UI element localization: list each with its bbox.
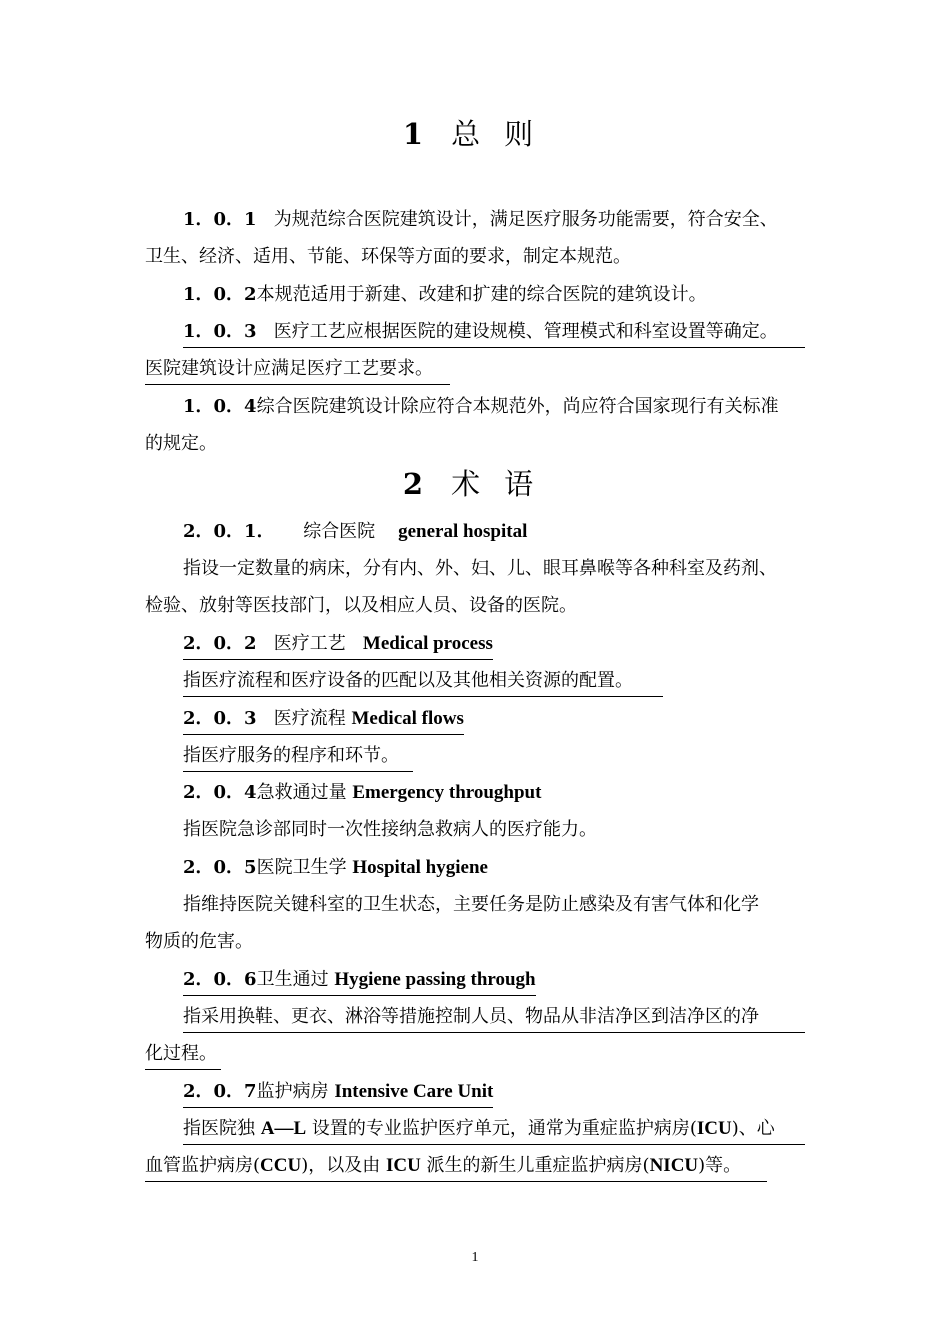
term-en: Emergency throughput [352, 782, 542, 803]
term-201-heading [183, 520, 527, 544]
term-cn: 监护病房 [256, 1081, 329, 1102]
def-abbr: NICU [649, 1155, 699, 1176]
term-cn: 医疗工艺 [273, 633, 346, 654]
clause-text: 为规范综合医院建筑设计，满足医疗服务功能需要，符合安全、 [273, 209, 778, 230]
clause-101-line2: 卫生、经济、适用、节能、环保等方面的要求，制定本规范。 [145, 246, 631, 267]
def-abbr: ICU [696, 1118, 732, 1139]
term-code: 2．0．7 [183, 1081, 257, 1102]
term-code: 2．0．6 [183, 969, 257, 990]
def-text: 指医院独 [183, 1118, 255, 1139]
term-cn: 医疗流程 [273, 708, 346, 729]
clause-code: 1．0．4 [183, 396, 257, 417]
term-202-heading [183, 632, 493, 660]
term-207-heading [183, 1080, 493, 1108]
term-code: 2．0．4 [183, 782, 257, 803]
def-text: 派生的新生儿重症监护病房( [426, 1155, 650, 1176]
term-code: 2．0．5 [183, 857, 257, 878]
term-204-heading [183, 781, 541, 805]
clause-104-line2: 的规定。 [145, 433, 217, 454]
term-cn: 卫生通过 [256, 969, 329, 990]
term-206-def2: 化过程。 [145, 1042, 221, 1070]
term-205-heading [183, 856, 488, 880]
term-en: Hospital hygiene [352, 857, 488, 878]
term-en: Medical flows [351, 708, 464, 729]
term-cn: 医院卫生学 [256, 857, 347, 878]
def-text: )等。 [698, 1155, 742, 1176]
clause-104-line1 [183, 395, 779, 419]
chapter-number: 2 [402, 467, 428, 501]
term-203-heading [183, 707, 464, 735]
term-code: 2．0．1． [183, 521, 275, 542]
term-205-def1: 指维持医院关键科室的卫生状态，主要任务是防止感染及有害气体和化学 [183, 894, 759, 915]
chapter-title-char: 语 [504, 467, 538, 501]
def-text-bold: A—L [260, 1118, 307, 1139]
clause-103-line2: 医院建筑设计应满足医疗工艺要求。 [145, 357, 450, 385]
chapter-title-char: 则 [504, 117, 538, 151]
term-cn: 综合医院 [303, 521, 376, 542]
clause-text: 本规范适用于新建、改建和扩建的综合医院的建筑设计。 [256, 284, 707, 305]
term-202-def1: 指医疗流程和医疗设备的匹配以及其他相关资源的配置。 [183, 669, 663, 697]
term-207-def2 [145, 1154, 767, 1182]
clause-text: 医疗工艺应根据医院的建设规模、管理模式和科室设置等确定。 [273, 321, 778, 342]
chapter-title-char: 总 [451, 117, 485, 151]
chapter-2-heading [0, 462, 950, 503]
term-203-def1: 指医疗服务的程序和环节。 [183, 744, 413, 772]
chapter-title-char: 术 [451, 467, 485, 501]
term-en: Intensive Care Unit [334, 1081, 494, 1102]
term-code: 2．0．2 [183, 633, 257, 654]
page-number: 1 [471, 1250, 479, 1265]
term-201-def1: 指设一定数量的病床，分有内、外、妇、儿、眼耳鼻喉等各种科室及药剂、 [183, 558, 777, 579]
term-206-def1: 指采用换鞋、更衣、淋浴等措施控制人员、物品从非洁净区到洁净区的净 [183, 1005, 805, 1033]
def-abbr: ICU [385, 1155, 421, 1176]
term-207-def1 [183, 1117, 805, 1145]
term-205-def2: 物质的危害。 [145, 931, 253, 952]
def-text: 设置的专业监护医疗单元，通常为重症监护病房( [311, 1118, 697, 1139]
def-text: )、心 [731, 1118, 775, 1139]
term-en: general hospital [398, 521, 528, 542]
clause-102 [183, 283, 707, 307]
def-text: 血管监护病房( [145, 1155, 261, 1176]
chapter-number: 1 [402, 117, 428, 151]
term-en: Hygiene passing through [334, 969, 536, 990]
term-201-def2: 检验、放射等医技部门，以及相应人员、设备的医院。 [145, 595, 577, 616]
def-abbr: CCU [260, 1155, 302, 1176]
def-text: )，以及由 [301, 1155, 381, 1176]
clause-103-line1 [183, 320, 805, 348]
clause-code: 1．0．1 [183, 209, 257, 230]
term-204-def1: 指医院急诊部同时一次性接纳急救病人的医疗能力。 [183, 819, 597, 840]
clause-code: 1．0．3 [183, 321, 257, 342]
clause-text: 综合医院建筑设计除应符合本规范外，尚应符合国家现行有关标准 [256, 396, 779, 417]
term-206-heading [183, 968, 536, 996]
clause-code: 1．0．2 [183, 284, 257, 305]
chapter-1-heading [0, 112, 950, 153]
clause-101-line1 [183, 208, 805, 232]
term-code: 2．0．3 [183, 708, 257, 729]
term-cn: 急救通过量 [256, 782, 347, 803]
term-en: Medical process [362, 633, 493, 654]
